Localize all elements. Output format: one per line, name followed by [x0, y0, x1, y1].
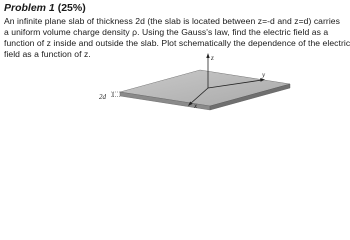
z-axis-arrow [206, 53, 209, 58]
x-axis-label: x [194, 102, 198, 110]
problem-page [0, 0, 350, 117]
problem-text-line-2: a uniform volume charge density ρ. Using the Gauss's law, find the electric field as a [4, 27, 329, 37]
problem-title: Problem 1 [4, 2, 55, 14]
problem-text-line-1: An infinite plane slab of thickness 2d (the slab is located between z=-d and z=d) carries [4, 16, 340, 26]
problem-text-line-4: field as a function of z. [4, 49, 91, 59]
thickness-label: 2d [99, 93, 106, 101]
slab-figure [0, 0, 350, 117]
y-axis-label: y [262, 71, 266, 79]
problem-points: (25%) [57, 2, 86, 14]
problem-text-line-3: function of z inside and outside the slab. Plot schematically the dependence of the electric [4, 38, 350, 48]
z-axis-label: z [211, 54, 214, 62]
